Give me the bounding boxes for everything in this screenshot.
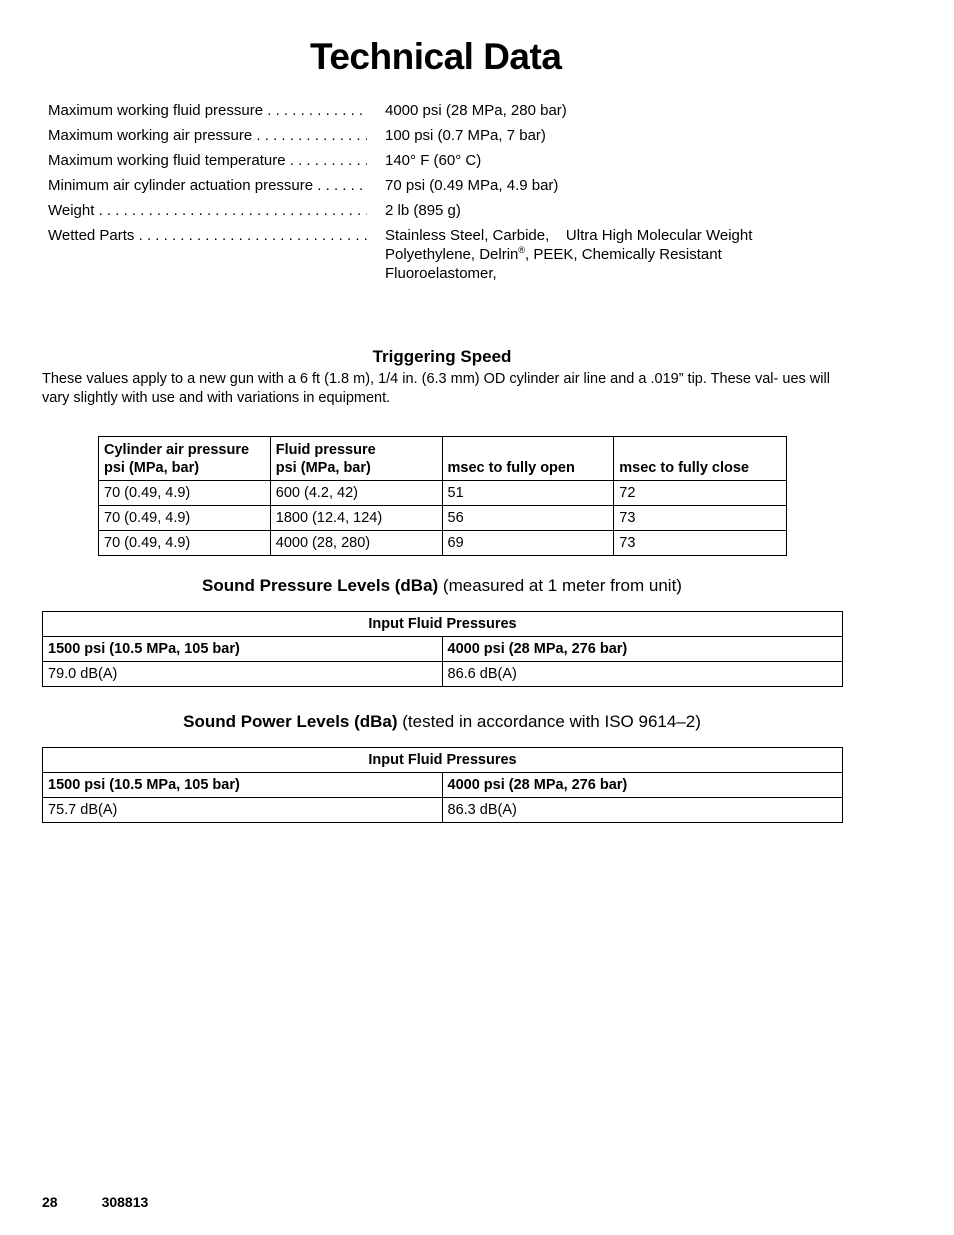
table-cell: 4000 (28, 280) bbox=[270, 531, 442, 556]
table-cell: 56 bbox=[442, 506, 614, 531]
spec-value: Stainless Steel, Carbide, Ultra High Molecular Weight Polyethylene, Delrin®, PEEK, Chemically Resistant Fluoroelastomer, bbox=[385, 227, 753, 282]
table-cell: 73 bbox=[614, 506, 787, 531]
table-caption-row bbox=[43, 612, 843, 637]
sound-pressure-table bbox=[42, 611, 843, 687]
triggering-table bbox=[98, 436, 787, 556]
column-header: 1500 psi (10.5 MPa, 105 bar) bbox=[43, 773, 443, 798]
spec-row bbox=[48, 201, 848, 220]
table-cell: 69 bbox=[442, 531, 614, 556]
spec-label: Wetted Parts . . . bbox=[48, 226, 367, 283]
spec-row bbox=[48, 151, 848, 170]
table-cell: 600 (4.2, 42) bbox=[270, 481, 442, 506]
table-header-row bbox=[43, 637, 843, 662]
table-header-row bbox=[99, 437, 787, 481]
page-title: Technical Data bbox=[310, 36, 562, 77]
spec-label: Minimum air cylinder actuation pressure . . . bbox=[48, 176, 367, 195]
spec-row bbox=[48, 126, 848, 145]
document-number: 308813 bbox=[101, 1194, 149, 1210]
spec-row bbox=[48, 176, 848, 195]
table-cell: 72 bbox=[614, 481, 787, 506]
table-row bbox=[99, 506, 787, 531]
column-header: 4000 psi (28 MPa, 276 bar) bbox=[442, 773, 843, 798]
table-cell: 70 (0.49, 4.9) bbox=[99, 481, 271, 506]
spec-row bbox=[48, 226, 848, 283]
column-header: 4000 psi (28 MPa, 276 bar) bbox=[442, 637, 843, 662]
table-row bbox=[43, 662, 843, 687]
table-caption: Input Fluid Pressures bbox=[43, 612, 843, 637]
sound-pressure-heading: Sound Pressure Levels (dBa) (measured at 1 meter from unit) bbox=[202, 576, 682, 595]
column-header: Cylinder air pressure psi (MPa, bar) bbox=[99, 437, 271, 481]
table-cell: 1800 (12.4, 124) bbox=[270, 506, 442, 531]
table-cell: 70 (0.49, 4.9) bbox=[99, 531, 271, 556]
table-row bbox=[43, 798, 843, 823]
spec-value: 100 psi (0.7 MPa, 7 bar) bbox=[385, 127, 546, 144]
table-row bbox=[99, 481, 787, 506]
column-header: msec to fully open bbox=[442, 437, 614, 481]
table-caption-row bbox=[43, 748, 843, 773]
spec-label: Maximum working fluid pressure . . . bbox=[48, 101, 367, 120]
spec-list bbox=[48, 101, 848, 289]
table-cell: 79.0 dB(A) bbox=[43, 662, 443, 687]
column-header: msec to fully close bbox=[614, 437, 787, 481]
spec-row bbox=[48, 101, 848, 120]
sound-power-heading: Sound Power Levels (dBa) (tested in accordance with ISO 9614–2) bbox=[183, 712, 701, 731]
triggering-intro: These values apply to a new gun with a 6 ft (1.8 m), 1/4 in. (6.3 mm) OD cylinder air line and a .019” tip. These val- ues will vary slightly with use and with variations in equipment. bbox=[42, 371, 830, 406]
table-header-row bbox=[43, 773, 843, 798]
spec-label: Maximum working air pressure . . . bbox=[48, 126, 367, 145]
table-row bbox=[99, 531, 787, 556]
table-cell: 51 bbox=[442, 481, 614, 506]
table-cell: 73 bbox=[614, 531, 787, 556]
spec-value: 4000 psi (28 MPa, 280 bar) bbox=[385, 102, 567, 119]
column-header: 1500 psi (10.5 MPa, 105 bar) bbox=[43, 637, 443, 662]
table-cell: 70 (0.49, 4.9) bbox=[99, 506, 271, 531]
spec-label: Weight . . . bbox=[48, 201, 367, 220]
spec-value: 2 lb (895 g) bbox=[385, 202, 461, 219]
page-footer bbox=[42, 1194, 192, 1210]
sound-power-table bbox=[42, 747, 843, 823]
table-cell: 86.6 dB(A) bbox=[442, 662, 843, 687]
page-number: 28 bbox=[42, 1194, 58, 1210]
spec-value: 140° F (60° C) bbox=[385, 152, 482, 169]
spec-value: 70 psi (0.49 MPa, 4.9 bar) bbox=[385, 177, 559, 194]
spec-label: Maximum working fluid temperature . . . bbox=[48, 151, 367, 170]
triggering-heading: Triggering Speed bbox=[372, 347, 512, 366]
column-header: Fluid pressure psi (MPa, bar) bbox=[270, 437, 442, 481]
table-cell: 75.7 dB(A) bbox=[43, 798, 443, 823]
table-cell: 86.3 dB(A) bbox=[442, 798, 843, 823]
table-caption: Input Fluid Pressures bbox=[43, 748, 843, 773]
